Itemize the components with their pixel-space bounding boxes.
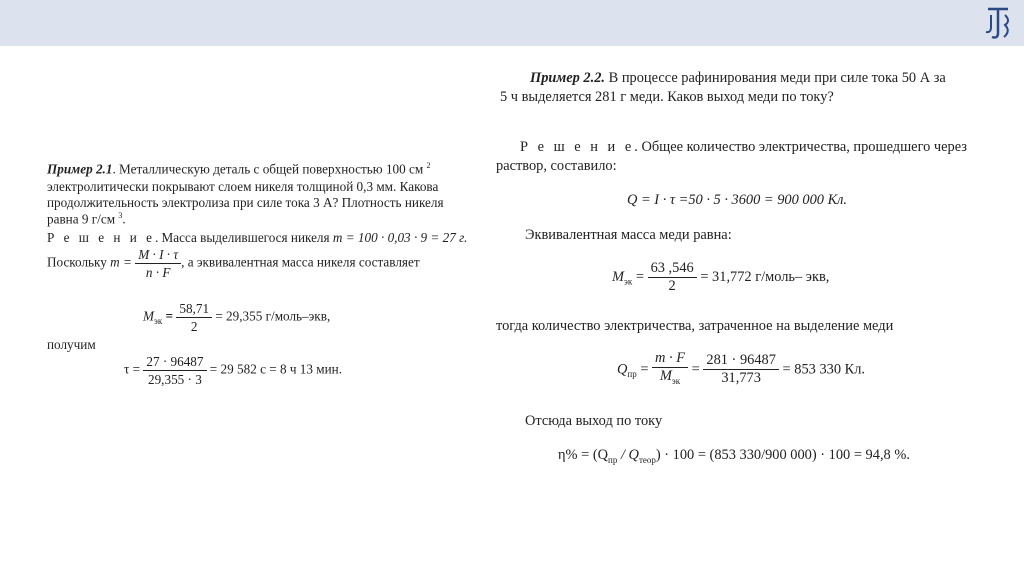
mek-rhs: = 31,772 г/моль– экв, (700, 268, 830, 285)
ex22-solution (520, 139, 967, 156)
m-eq: m = (110, 254, 136, 270)
mek-denominator: 2 (668, 278, 676, 294)
eta-formula (558, 447, 910, 465)
emblem-icon (978, 3, 1018, 43)
eq-sign: = (636, 361, 653, 378)
ex21-text1: . Металлическую деталь с общей поверхностью 100 см (112, 161, 424, 177)
qpr-fraction-1 (652, 350, 688, 390)
ex21-mek-formula (143, 300, 330, 335)
ex21-line3: продолжительность электролиза при силе тока 3 А? Плотность никеля (47, 195, 444, 210)
tau-denominator: 29,355 · 3 (147, 372, 202, 387)
sup-2: 2 (426, 161, 431, 170)
ex21-line2: электролитически покрывают слоем никеля толщиной 0,3 мм. Какова (47, 179, 439, 194)
ex22-line1-text: В процессе рафинирования меди при силе тока 50 А за (605, 70, 946, 86)
header-bar (0, 0, 1024, 46)
ex22-then: тогда количество электричества, затраченное на выделение меди (496, 318, 894, 334)
ex21-since-formula (47, 246, 420, 281)
mek-fraction (176, 300, 212, 335)
mek-fraction (648, 260, 697, 295)
ex22-hence: Отсюда выход по току (525, 413, 663, 429)
sup-3: 3 (118, 211, 123, 220)
solution-word: Р е ш е н и е (47, 230, 155, 245)
eq-sign-2: = (691, 361, 700, 378)
mek-lhs: M (143, 308, 154, 324)
ex21-line4a: равна 9 г/см (47, 211, 116, 227)
ex21-get: получим (47, 337, 96, 352)
ex22-mek-formula (612, 260, 829, 295)
m-numerator: M · I · τ (135, 246, 181, 264)
eta-sub-pr: пр (608, 454, 618, 465)
mek-numerator: 63 ,546 (648, 260, 697, 278)
mek-rhs: = 29,355 г/моль–экв, (215, 308, 331, 324)
m-denominator: n · F (145, 265, 171, 280)
tau-fraction (143, 353, 206, 388)
f1-den-sub: эк (671, 375, 681, 386)
eta-sub-teor: теор (638, 454, 656, 465)
qpr-formula (617, 350, 865, 390)
mek-numerator: 58,71 (176, 300, 212, 318)
ex22-line2: 5 ч выделяется 281 г меди. Каков выход меди по току? (500, 89, 834, 105)
f2-denominator: 31,773 (721, 370, 761, 387)
ex22-sol-rest: . Общее количество электричества, прошедшего через (634, 139, 967, 155)
qpr-sub: пр (627, 369, 637, 380)
m-fraction (135, 246, 181, 281)
ex21-title: Пример 2.1 (47, 161, 113, 177)
qpr-lhs: Q (617, 361, 628, 378)
tau-rhs: = 29 582 с = 8 ч 13 мин. (209, 361, 343, 377)
ex21-line1 (47, 161, 431, 177)
q-eq: Q = I · τ =50 · 5 · 3600 = 900 000 Кл. (627, 192, 847, 208)
mek-sub: эк (154, 316, 163, 327)
ex21-line4 (47, 211, 126, 227)
eta-start: η% = (Q (558, 447, 609, 463)
tau-numerator: 27 · 96487 (143, 353, 206, 371)
ex22-sol-line2: раствор, составило: (496, 158, 617, 174)
eq-sign: = (632, 268, 648, 285)
f2-numerator: 281 · 96487 (703, 352, 779, 370)
eta-mid: / Q (617, 447, 639, 463)
ex22-line1 (530, 70, 946, 87)
eta-rest: ) · 100 = (853 330/900 000) · 100 = 94,8 %. (655, 447, 910, 463)
ex21-tau-formula (124, 353, 342, 388)
qpr-rhs: = 853 330 Кл. (782, 361, 866, 378)
f1-den-m: M (659, 368, 672, 384)
ex21-line4b: . (122, 211, 126, 227)
q-equation (627, 192, 847, 209)
eq-sign: = (162, 308, 177, 324)
tau-lhs: τ = (124, 361, 141, 377)
f1-numerator: m · F (652, 350, 688, 368)
mek-denominator: 2 (190, 319, 198, 334)
mek-lhs: M (612, 268, 624, 285)
mass-equation: m = 100 · 0,03 · 9 = 27 г. (332, 230, 468, 245)
solution-word: Р е ш е н и е (520, 139, 635, 155)
ex22-title: Пример 2.2. (530, 70, 606, 86)
f1-denominator (652, 368, 688, 390)
qpr-fraction-2 (703, 352, 779, 387)
ex21-sol-rest: . Масса выделившегося никеля (154, 230, 333, 245)
since-text: Поскольку (47, 254, 111, 270)
mek-sub: эк (624, 276, 633, 287)
since-rest: , а эквивалентная масса никеля составляет (181, 254, 420, 270)
ex21-solution (47, 230, 467, 246)
ex22-eq-mass: Эквивалентная масса меди равна: (525, 227, 732, 243)
